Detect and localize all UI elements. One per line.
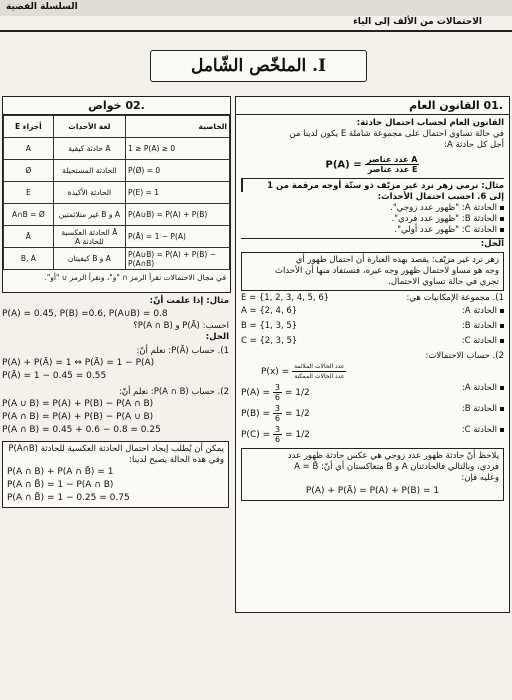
table-row: P(Ā) = 1 − P(A) Ā الحادثة العكسية للحادثة A Ā	[4, 226, 230, 248]
example-statement: مثال: نرمي زهر نرد غير مزيّف ذو ستّة أوجه مرقمة من 1	[241, 178, 504, 192]
law-intro2: في حالة تساوي احتمال على مجموعة شاملة E يكون لدينا من	[289, 129, 504, 139]
props-heading: .02 خواص	[3, 97, 230, 115]
example2-solution: الحل:	[205, 332, 229, 342]
header-rule	[0, 30, 512, 32]
table-row: P(E) = 1 الحادثة الأكيدة E	[4, 182, 230, 204]
step1-row: 1). مجموعة الإمكانيات هي: E = {1, 2, 3, 4, 5, 6}	[241, 293, 504, 303]
law-intro1: القانون العام لحساب احتمال حادثة:	[356, 118, 504, 128]
event-a: الحادثة A: "ظهور عدد زوجي".	[241, 203, 504, 214]
prob-a-row: الحادثة A: P(A) = $\frac{3}{6}$ = 1/2	[241, 383, 504, 402]
note-box: زهر نرد غير مزيّف: يقصد بهذه العبارة أن احتمال ظهور أي وجه هو مساو لاحتمال ظهور وجه غيره، فنستفاد منها أن الأحداث تجري في حالة تساوي الاحتمال.	[241, 252, 504, 291]
example2-block	[2, 296, 229, 508]
law-intro3: أجل كل حادثة A:	[444, 140, 504, 150]
example-statement-2: إلى 6. احسب احتمال الأحداث:	[377, 192, 504, 202]
prob-c-row: الحادثة C: P(C) = $\frac{3}{6}$ = 1/2	[241, 425, 504, 444]
eq1: P(A) + P(Ā) = 1 ⇔ P(Ā) = 1 − P(A)	[2, 358, 155, 368]
chapter-title: الاحتمالات من الألف إلى الياء	[353, 17, 482, 27]
example2-step1: 1). حساب P(Ā): نعلم أنّ:	[136, 346, 229, 356]
example2-given: P(A) = 0.45, P(B) =0.6, P(A∪B) = 0.8	[2, 309, 168, 319]
properties-table	[3, 115, 230, 270]
table-row: P(A∪B) = P(A) + P(B) A و B غير متلائمتين A∩B = Ø	[4, 204, 230, 226]
prob-b-row: الحادثة B: P(B) = $\frac{3}{6}$ = 1/2	[241, 404, 504, 423]
general-law-panel	[235, 96, 510, 613]
law-heading: .01 القانون العام	[236, 97, 509, 115]
law-formula: P(A) = $\frac{\text{A عدد عناصر}}{\text{E عدد عناصر}}$	[325, 155, 418, 174]
table-row: P(Ø) = 0 الحادثة المستحيلة Ø	[4, 160, 230, 182]
series-header	[0, 0, 512, 16]
example2-label: مثال: إذا علمت أنّ:	[149, 296, 229, 306]
set-b-row: الحادثة B: B = {1, 3, 5}	[241, 321, 504, 332]
px-formula: P(x) = $\frac{\text{عدد الحالات الملائمة}}{\text{عدد الحالات الممكنة}}$	[261, 363, 345, 380]
table-row: 1 ≥ P(A) ≥ 0 A حادثة كيفية A	[4, 138, 230, 160]
set-a-row: الحادثة A: A = {2, 4, 6}	[241, 306, 504, 317]
example2-step2: 2). حساب P(A ∩ B): نعلم أنّ:	[119, 387, 229, 397]
event-c: الحادثة C: "ظهور عدد أولي".	[241, 225, 504, 236]
example2-ask: احسب: P(Ā) و P(A ∩ B)؟	[133, 321, 229, 331]
solution-label: الحل:	[241, 238, 504, 250]
table-header-row: الخاصية لغة الأحداث أجزاء E	[4, 116, 230, 138]
step2-label: 2). حساب الاحتمالات:	[425, 351, 504, 361]
section-banner: I. الملخّص الشّامل	[150, 50, 367, 82]
symbols-note: في مجال الاحتمالات نقرأ الرمز ∩ "و"، ونقرأ الرمز ∪ "أو".	[44, 273, 226, 282]
set-c-row: الحادثة C: C = {2, 3, 5}	[241, 336, 504, 347]
eq5: P(A ∩ B) = 0.45 + 0.6 − 0.8 = 0.25	[2, 425, 161, 435]
table-row: P(A∪B) = P(A) + P(B) − P(A∩B) A و B كيفيتان B, A	[4, 248, 230, 270]
eq2: P(Ā) = 1 − 0.45 = 0.55	[2, 371, 107, 381]
properties-panel	[2, 96, 231, 293]
eq4: P(A ∩ B) = P(A) + P(B) − P(A ∪ B)	[2, 412, 154, 422]
complement-note-box: يمكن أن يُطلب إيجاد احتمال الحادثة العكسية للحادثة P(A∩B) وفي هذه الحالة يصبح لدينا: P(A ∩ B) + P(A ∩ B̄) = 1 P(A ∩ B̄) = 1 − P(A ∩ B) P(A ∩ B̄) = 1 − 0.25 = 0.75	[2, 441, 229, 508]
event-b: الحادثة B: "ظهور عدد فردي".	[241, 214, 504, 225]
eq3: P(A ∪ B) = P(A) + P(B) − P(A ∩ B)	[2, 399, 154, 409]
remark-box: يلاحظ أنّ حادثة ظهور عدد زوجي هي عكس حادثة ظهور عدد فردي، وبالتالي فالحادثتان A و B متعاكستان أي أنّ: A = B̄ وعليه فإن: P(A) + P(Ā) = P(A) + P(B) = 1	[241, 448, 504, 501]
series-title: السلسلة الفضية	[6, 2, 78, 12]
